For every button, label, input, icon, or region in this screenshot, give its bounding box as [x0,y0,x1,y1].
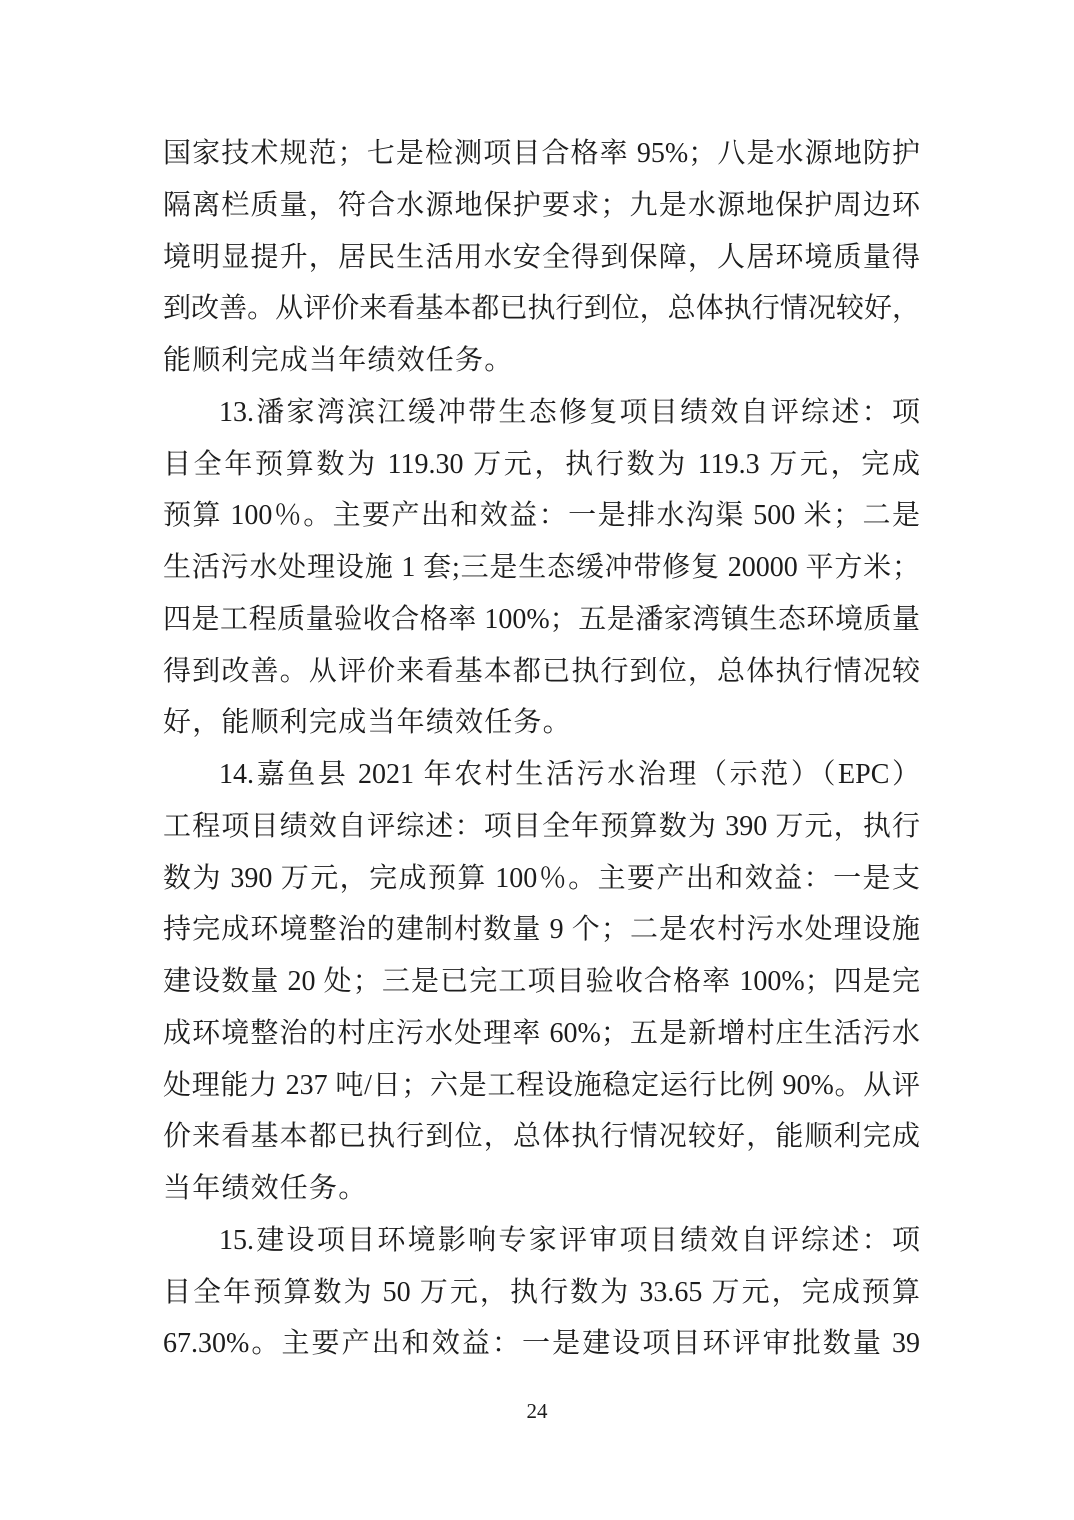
text-line: 得到改善。从评价来看基本都已执行到位，总体执行情况较 [163,655,920,687]
text-line: 处理能力 237 吨/日；六是工程设施稳定运行比例 90%。从评 [163,1069,920,1101]
text-line: 建设数量 20 处；三是已完工项目验收合格率 100%；四是完 [163,966,920,997]
paragraph [163,749,920,1215]
text-line: 67.30%。主要产出和效益：一是建设项目环评审批数量 39 [163,1328,920,1360]
text-line: 数为 390 万元，完成预算 100％。主要产出和效益：一是支 [163,862,920,894]
text-line: 价来看基本都已执行到位，总体执行情况较好，能顺利完成 [163,1121,920,1153]
text-line: 到改善。从评价来看基本都已执行到位，总体执行情况较好， [163,293,920,325]
text-line: 能顺利完成当年绩效任务。 [163,345,514,376]
text-line: 当年绩效任务。 [163,1173,368,1204]
text-line: 14.嘉鱼县 2021 年农村生活污水治理（示范）（EPC） [219,759,920,790]
text-line: 成环境整治的村庄污水处理率 60%；五是新增村庄生活污水 [163,1017,920,1049]
text-line: 隔离栏质量，符合水源地保护要求；九是水源地保护周边环 [163,189,920,221]
text-line: 好，能顺利完成当年绩效任务。 [163,707,572,739]
text-line: 境明显提升，居民生活用水安全得到保障，人居环境质量得 [163,241,920,273]
document-body [163,128,920,1370]
text-line: 15.建设项目环境影响专家评审项目绩效自评综述：项 [219,1224,920,1256]
page-number: 24 [526,1399,548,1423]
paragraph [163,387,920,749]
text-line: 国家技术规范；七是检测项目合格率 95%；八是水源地防护 [163,138,920,169]
text-line: 预算 100％。主要产出和效益：一是排水沟渠 500 米；二是 [163,500,920,532]
text-line: 持完成环境整治的建制村数量 9 个；二是农村污水处理设施 [163,914,920,946]
text-line: 生活污水处理设施 1 套;三是生态缓冲带修复 20000 平方米； [163,552,920,583]
text-line: 工程项目绩效自评综述：项目全年预算数为 390 万元，执行 [163,810,920,842]
text-line: 13.潘家湾滨江缓冲带生态修复项目绩效自评综述：项 [219,396,920,428]
text-line: 四是工程质量验收合格率 100%；五是潘家湾镇生态环境质量 [163,603,920,635]
paragraph [163,128,920,387]
text-line: 目全年预算数为 50 万元，执行数为 33.65 万元，完成预算 [163,1276,920,1308]
paragraph [163,1215,920,1370]
text-line: 目全年预算数为 119.30 万元，执行数为 119.3 万元，完成 [163,448,920,480]
